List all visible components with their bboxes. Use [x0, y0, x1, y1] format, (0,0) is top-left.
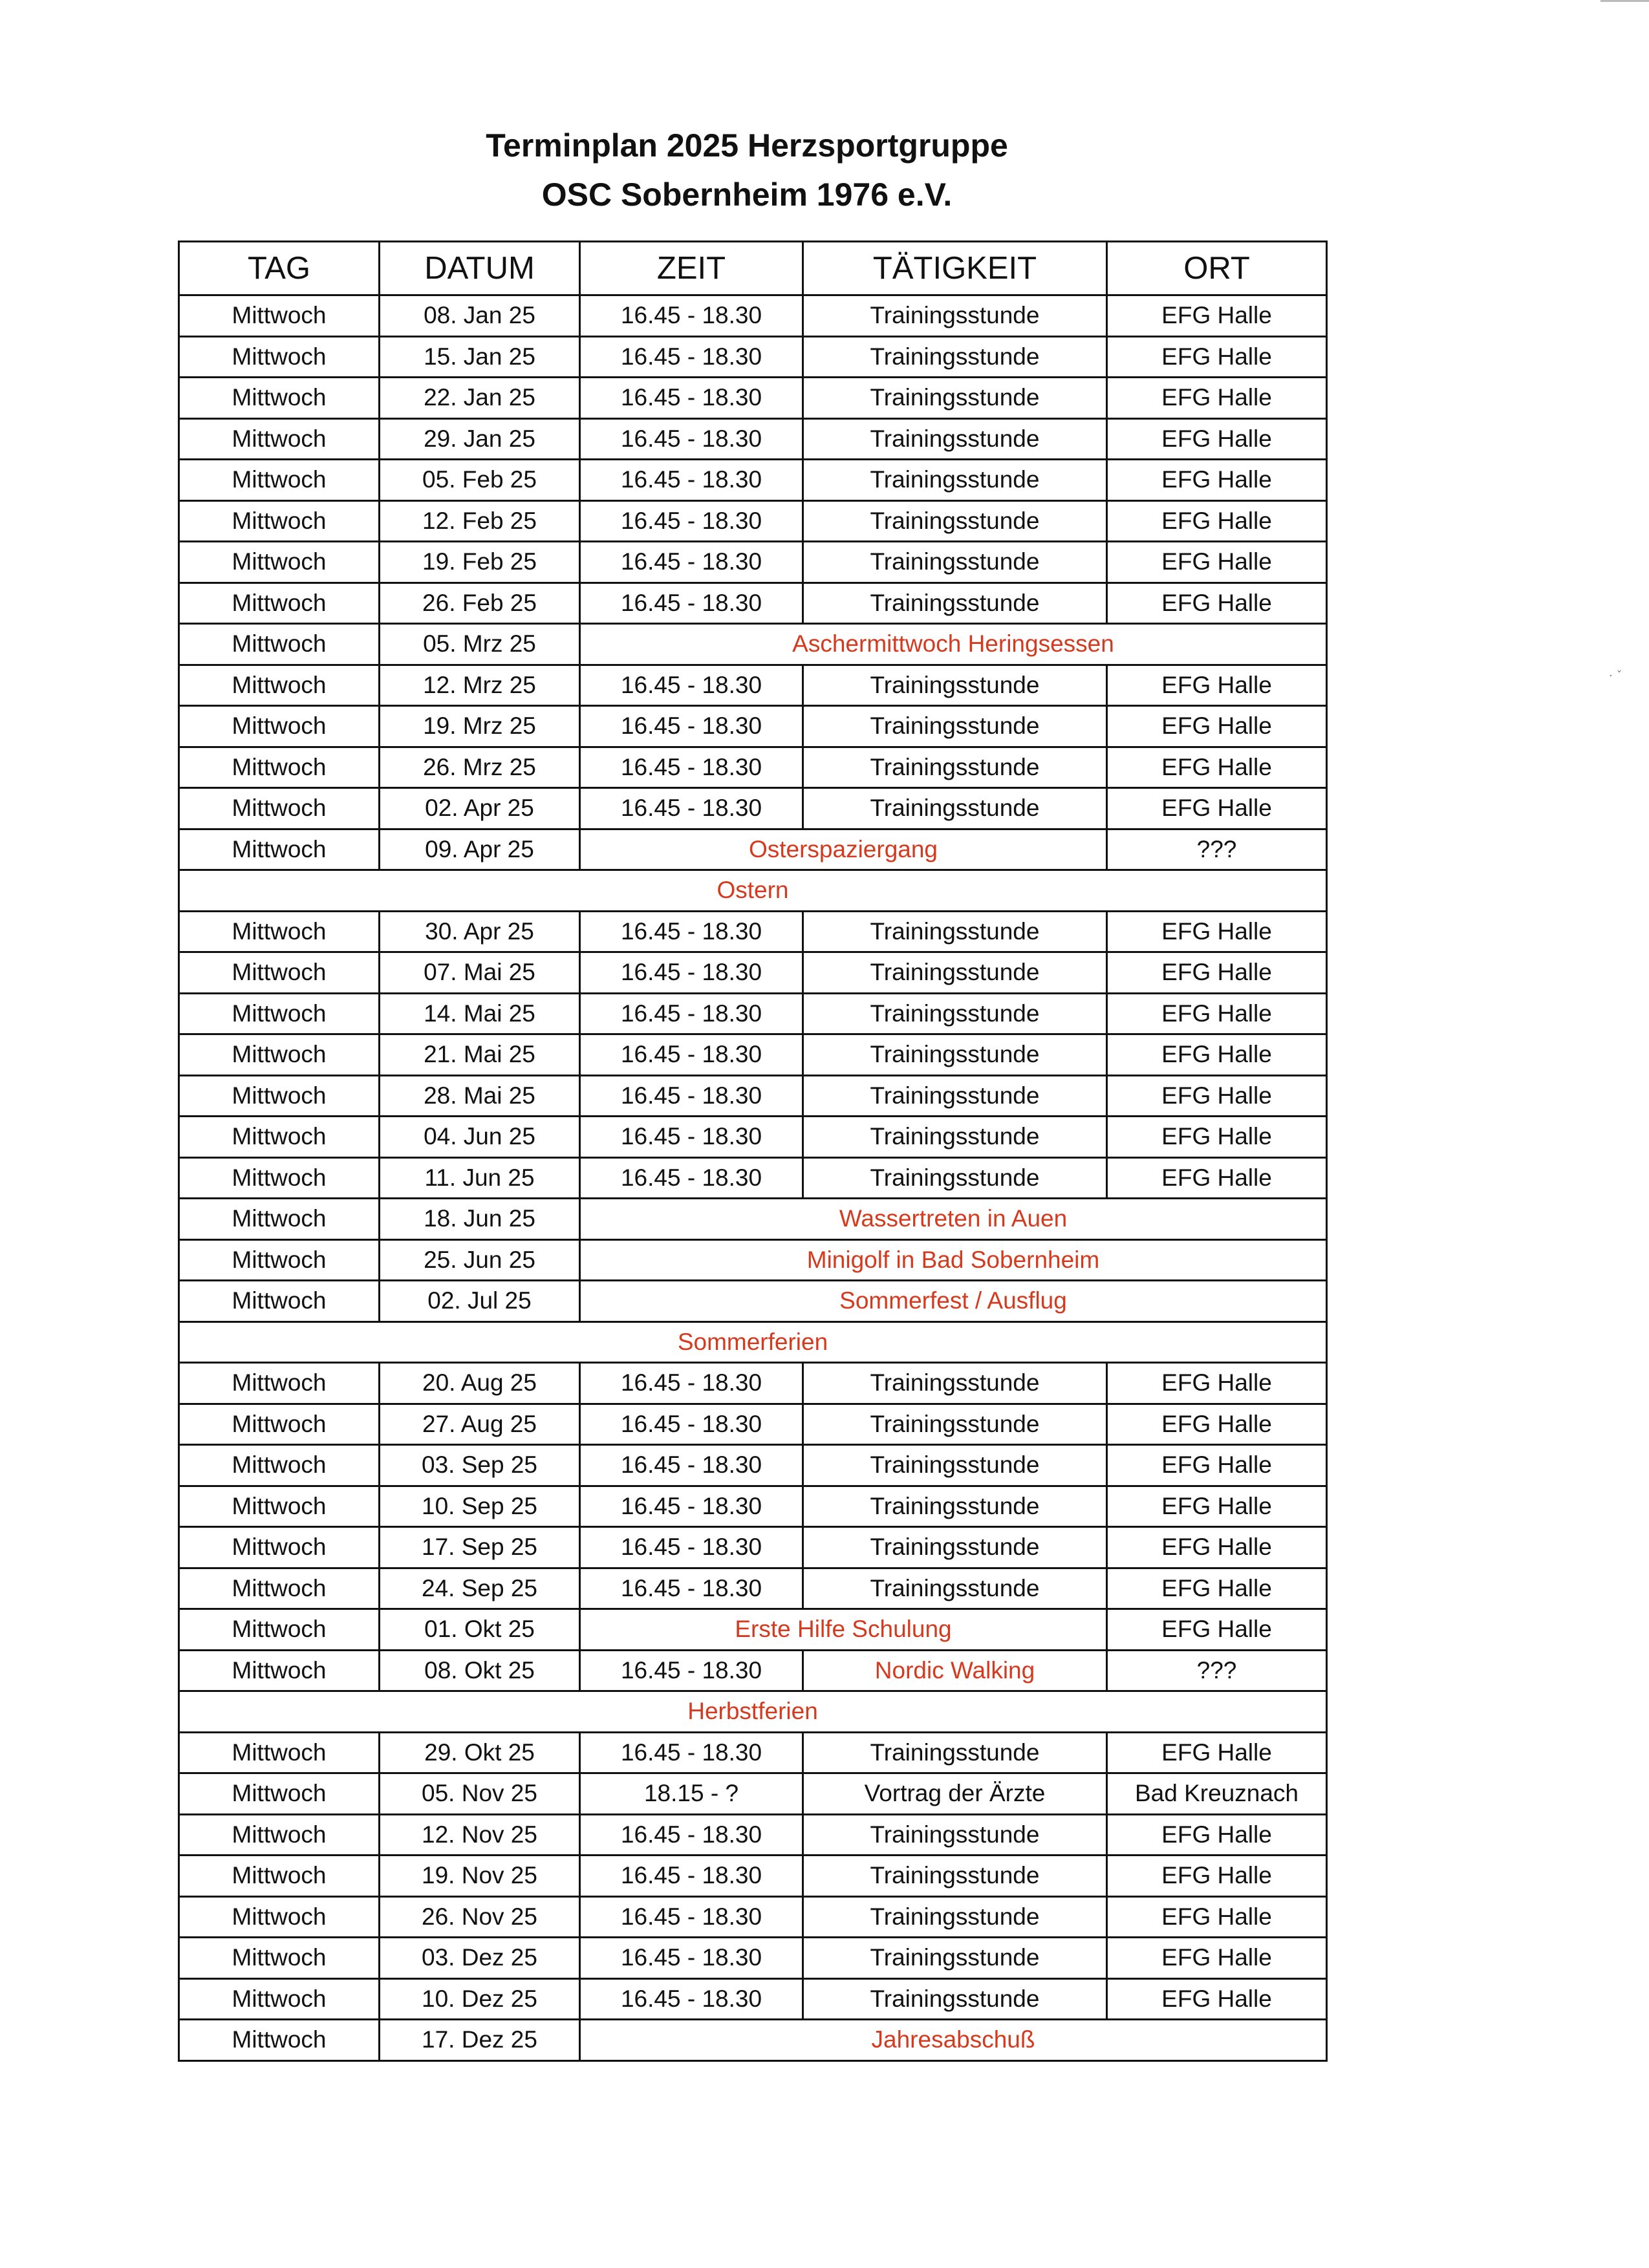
cell-event: Wassertreten in Auen	[580, 1199, 1327, 1240]
cell-tag: Mittwoch	[179, 911, 380, 952]
cell-taetigkeit: Trainingsstunde	[803, 1938, 1107, 1979]
cell-datum: 27. Aug 25	[380, 1404, 580, 1445]
table-row	[179, 1486, 1327, 1527]
cell-ort: EFG Halle	[1107, 1404, 1327, 1445]
cell-datum: 17. Sep 25	[380, 1527, 580, 1568]
cell-taetigkeit: Trainingsstunde	[803, 1404, 1107, 1445]
cell-tag: Mittwoch	[179, 1896, 380, 1938]
cell-datum: 17. Dez 25	[380, 2020, 580, 2061]
cell-zeit: 16.45 - 18.30	[580, 1404, 803, 1445]
cell-ort: EFG Halle	[1107, 1363, 1327, 1404]
cell-taetigkeit: Trainingsstunde	[803, 1157, 1107, 1199]
cell-datum: 15. Jan 25	[380, 336, 580, 378]
cell-ort: EFG Halle	[1107, 1034, 1327, 1076]
cell-taetigkeit: Trainingsstunde	[803, 911, 1107, 952]
cell-zeit: 16.45 - 18.30	[580, 1034, 803, 1076]
cell-tag: Mittwoch	[179, 1363, 380, 1404]
cell-taetigkeit: Trainingsstunde	[803, 295, 1107, 337]
table-row	[179, 1117, 1327, 1158]
cell-taetigkeit: Trainingsstunde	[803, 747, 1107, 788]
header-tag: TAG	[179, 242, 380, 295]
cell-tag: Mittwoch	[179, 336, 380, 378]
cell-zeit: 16.45 - 18.30	[580, 706, 803, 747]
cell-datum: 10. Sep 25	[380, 1486, 580, 1527]
table-row	[179, 1568, 1327, 1609]
header-zeit: ZEIT	[580, 242, 803, 295]
cell-zeit: 16.45 - 18.30	[580, 1117, 803, 1158]
cell-tag: Mittwoch	[179, 1157, 380, 1199]
cell-tag: Mittwoch	[179, 1034, 380, 1076]
cell-ort: EFG Halle	[1107, 1527, 1327, 1568]
cell-ort: EFG Halle	[1107, 1856, 1327, 1897]
cell-taetigkeit: Trainingsstunde	[803, 1814, 1107, 1856]
header-ort: ORT	[1107, 242, 1327, 295]
schedule-body	[179, 295, 1327, 2061]
cell-tag: Mittwoch	[179, 1404, 380, 1445]
table-row	[179, 624, 1327, 665]
cell-zeit: 16.45 - 18.30	[580, 1486, 803, 1527]
cell-tag: Mittwoch	[179, 952, 380, 994]
cell-datum: 07. Mai 25	[380, 952, 580, 994]
cell-ort: EFG Halle	[1107, 1896, 1327, 1938]
cell-ort: EFG Halle	[1107, 1732, 1327, 1773]
table-row	[179, 583, 1327, 624]
cell-tag: Mittwoch	[179, 1978, 380, 2020]
cell-datum: 26. Nov 25	[380, 1896, 580, 1938]
table-row	[179, 1239, 1327, 1281]
cell-tag: Mittwoch	[179, 1568, 380, 1609]
cell-datum: 30. Apr 25	[380, 911, 580, 952]
table-row	[179, 952, 1327, 994]
cell-tag: Mittwoch	[179, 788, 380, 829]
cell-taetigkeit: Trainingsstunde	[803, 1445, 1107, 1486]
cell-taetigkeit: Trainingsstunde	[803, 336, 1107, 378]
holiday-break-label: Ostern	[179, 870, 1327, 912]
cell-datum: 12. Nov 25	[380, 1814, 580, 1856]
cell-tag: Mittwoch	[179, 1117, 380, 1158]
cell-tag: Mittwoch	[179, 706, 380, 747]
cell-taetigkeit: Trainingsstunde	[803, 500, 1107, 542]
cell-tag: Mittwoch	[179, 1075, 380, 1117]
table-row	[179, 2020, 1327, 2061]
cell-event: Minigolf in Bad Sobernheim	[580, 1239, 1327, 1281]
cell-taetigkeit: Trainingsstunde	[803, 1568, 1107, 1609]
scan-edge-mark	[1600, 0, 1649, 2]
cell-datum: 08. Jan 25	[380, 295, 580, 337]
cell-tag: Mittwoch	[179, 1609, 380, 1651]
table-row	[179, 1363, 1327, 1404]
cell-datum: 03. Sep 25	[380, 1445, 580, 1486]
table-row	[179, 1157, 1327, 1199]
cell-ort: EFG Halle	[1107, 747, 1327, 788]
cell-ort: EFG Halle	[1107, 336, 1327, 378]
cell-zeit: 16.45 - 18.30	[580, 378, 803, 419]
cell-tag: Mittwoch	[179, 583, 380, 624]
cell-tag: Mittwoch	[179, 1814, 380, 1856]
cell-zeit: 16.45 - 18.30	[580, 665, 803, 706]
cell-datum: 19. Mrz 25	[380, 706, 580, 747]
cell-taetigkeit: Trainingsstunde	[803, 665, 1107, 706]
table-row	[179, 1896, 1327, 1938]
cell-datum: 12. Mrz 25	[380, 665, 580, 706]
cell-tag: Mittwoch	[179, 1773, 380, 1815]
cell-ort: EFG Halle	[1107, 1157, 1327, 1199]
cell-datum: 20. Aug 25	[380, 1363, 580, 1404]
cell-datum: 29. Okt 25	[380, 1732, 580, 1773]
table-row	[179, 295, 1327, 337]
cell-datum: 11. Jun 25	[380, 1157, 580, 1199]
cell-tag: Mittwoch	[179, 1650, 380, 1691]
cell-taetigkeit: Trainingsstunde	[803, 583, 1107, 624]
cell-zeit: 16.45 - 18.30	[580, 1978, 803, 2020]
break-row	[179, 1321, 1327, 1363]
cell-datum: 28. Mai 25	[380, 1075, 580, 1117]
cell-event: Jahresabschuß	[580, 2020, 1327, 2061]
cell-ort: EFG Halle	[1107, 993, 1327, 1034]
cell-tag: Mittwoch	[179, 624, 380, 665]
table-row	[179, 460, 1327, 501]
table-row	[179, 1856, 1327, 1897]
cell-zeit: 16.45 - 18.30	[580, 1363, 803, 1404]
cell-taetigkeit: Trainingsstunde	[803, 1117, 1107, 1158]
cell-zeit: 16.45 - 18.30	[580, 1568, 803, 1609]
cell-tag: Mittwoch	[179, 1486, 380, 1527]
cell-taetigkeit: Trainingsstunde	[803, 1856, 1107, 1897]
cell-zeit: 16.45 - 18.30	[580, 336, 803, 378]
title-line-1: Terminplan 2025 Herzsportgruppe	[486, 127, 1008, 164]
cell-ort: Bad Kreuznach	[1107, 1773, 1327, 1815]
cell-taetigkeit: Trainingsstunde	[803, 706, 1107, 747]
table-row	[179, 1978, 1327, 2020]
table-row	[179, 542, 1327, 583]
cell-tag: Mittwoch	[179, 542, 380, 583]
cell-taetigkeit: Trainingsstunde	[803, 1034, 1107, 1076]
cell-datum: 02. Jul 25	[380, 1281, 580, 1322]
cell-ort: EFG Halle	[1107, 665, 1327, 706]
cell-tag: Mittwoch	[179, 295, 380, 337]
cell-ort: EFG Halle	[1107, 1938, 1327, 1979]
break-row	[179, 870, 1327, 912]
cell-taetigkeit: Trainingsstunde	[803, 1732, 1107, 1773]
cell-ort: EFG Halle	[1107, 418, 1327, 460]
cell-taetigkeit: Trainingsstunde	[803, 542, 1107, 583]
cell-datum: 26. Mrz 25	[380, 747, 580, 788]
cell-ort: EFG Halle	[1107, 911, 1327, 952]
cell-datum: 01. Okt 25	[380, 1609, 580, 1651]
cell-event: Sommerfest / Ausflug	[580, 1281, 1327, 1322]
cell-taetigkeit: Nordic Walking	[803, 1650, 1107, 1691]
cell-tag: Mittwoch	[179, 1239, 380, 1281]
table-row	[179, 1527, 1327, 1568]
cell-ort: EFG Halle	[1107, 542, 1327, 583]
cell-zeit: 16.45 - 18.30	[580, 1650, 803, 1691]
header-datum: DATUM	[380, 242, 580, 295]
cell-zeit: 16.45 - 18.30	[580, 542, 803, 583]
cell-zeit: 16.45 - 18.30	[580, 952, 803, 994]
cell-zeit: 16.45 - 18.30	[580, 1075, 803, 1117]
cell-tag: Mittwoch	[179, 1856, 380, 1897]
cell-ort: EFG Halle	[1107, 500, 1327, 542]
cell-zeit: 16.45 - 18.30	[580, 993, 803, 1034]
table-row	[179, 500, 1327, 542]
cell-zeit: 16.45 - 18.30	[580, 418, 803, 460]
cell-zeit: 16.45 - 18.30	[580, 1896, 803, 1938]
cell-ort: EFG Halle	[1107, 583, 1327, 624]
cell-tag: Mittwoch	[179, 460, 380, 501]
table-row	[179, 747, 1327, 788]
cell-tag: Mittwoch	[179, 665, 380, 706]
cell-ort: EFG Halle	[1107, 1075, 1327, 1117]
cell-tag: Mittwoch	[179, 378, 380, 419]
margin-mark: · ˇ	[1609, 669, 1622, 683]
cell-datum: 03. Dez 25	[380, 1938, 580, 1979]
cell-zeit: 18.15 - ?	[580, 1773, 803, 1815]
cell-ort: EFG Halle	[1107, 952, 1327, 994]
cell-zeit: 16.45 - 18.30	[580, 1445, 803, 1486]
table-row	[179, 1034, 1327, 1076]
cell-taetigkeit: Trainingsstunde	[803, 418, 1107, 460]
cell-datum: 29. Jan 25	[380, 418, 580, 460]
cell-taetigkeit: Trainingsstunde	[803, 1527, 1107, 1568]
cell-ort: ???	[1107, 829, 1327, 870]
cell-datum: 12. Feb 25	[380, 500, 580, 542]
cell-zeit: 16.45 - 18.30	[580, 1527, 803, 1568]
cell-event: Osterspaziergang	[580, 829, 1107, 870]
cell-ort: EFG Halle	[1107, 378, 1327, 419]
table-row	[179, 1773, 1327, 1815]
cell-tag: Mittwoch	[179, 1732, 380, 1773]
cell-datum: 14. Mai 25	[380, 993, 580, 1034]
cell-ort: EFG Halle	[1107, 1445, 1327, 1486]
cell-datum: 05. Mrz 25	[380, 624, 580, 665]
table-row	[179, 1650, 1327, 1691]
cell-datum: 19. Nov 25	[380, 1856, 580, 1897]
cell-datum: 26. Feb 25	[380, 583, 580, 624]
table-row	[179, 1075, 1327, 1117]
cell-ort: EFG Halle	[1107, 460, 1327, 501]
table-row	[179, 993, 1327, 1034]
cell-taetigkeit: Trainingsstunde	[803, 993, 1107, 1034]
cell-taetigkeit: Trainingsstunde	[803, 460, 1107, 501]
cell-tag: Mittwoch	[179, 1281, 380, 1322]
cell-zeit: 16.45 - 18.30	[580, 1856, 803, 1897]
cell-tag: Mittwoch	[179, 1445, 380, 1486]
cell-zeit: 16.45 - 18.30	[580, 747, 803, 788]
cell-tag: Mittwoch	[179, 1527, 380, 1568]
cell-datum: 04. Jun 25	[380, 1117, 580, 1158]
cell-datum: 10. Dez 25	[380, 1978, 580, 2020]
header-taetigkeit: TÄTIGKEIT	[803, 242, 1107, 295]
cell-ort: EFG Halle	[1107, 295, 1327, 337]
cell-datum: 02. Apr 25	[380, 788, 580, 829]
cell-taetigkeit: Trainingsstunde	[803, 788, 1107, 829]
table-row	[179, 1609, 1327, 1651]
cell-zeit: 16.45 - 18.30	[580, 1814, 803, 1856]
table-row	[179, 336, 1327, 378]
cell-zeit: 16.45 - 18.30	[580, 911, 803, 952]
cell-ort: ???	[1107, 1650, 1327, 1691]
table-row	[179, 378, 1327, 419]
table-row	[179, 1732, 1327, 1773]
cell-tag: Mittwoch	[179, 829, 380, 870]
schedule-table	[178, 241, 1328, 2062]
cell-event: Erste Hilfe Schulung	[580, 1609, 1107, 1651]
cell-tag: Mittwoch	[179, 1199, 380, 1240]
cell-zeit: 16.45 - 18.30	[580, 1732, 803, 1773]
cell-datum: 19. Feb 25	[380, 542, 580, 583]
table-row	[179, 665, 1327, 706]
table-row	[179, 706, 1327, 747]
cell-taetigkeit: Trainingsstunde	[803, 1978, 1107, 2020]
cell-datum: 09. Apr 25	[380, 829, 580, 870]
cell-datum: 22. Jan 25	[380, 378, 580, 419]
cell-tag: Mittwoch	[179, 2020, 380, 2061]
table-row	[179, 1445, 1327, 1486]
cell-ort: EFG Halle	[1107, 1978, 1327, 2020]
table-row	[179, 788, 1327, 829]
table-row	[179, 911, 1327, 952]
header-row	[179, 242, 1327, 295]
table-row	[179, 1281, 1327, 1322]
cell-zeit: 16.45 - 18.30	[580, 500, 803, 542]
cell-tag: Mittwoch	[179, 993, 380, 1034]
cell-datum: 21. Mai 25	[380, 1034, 580, 1076]
cell-zeit: 16.45 - 18.30	[580, 1157, 803, 1199]
cell-taetigkeit: Trainingsstunde	[803, 1363, 1107, 1404]
cell-zeit: 16.45 - 18.30	[580, 583, 803, 624]
cell-zeit: 16.45 - 18.30	[580, 295, 803, 337]
table-row	[179, 829, 1327, 870]
cell-taetigkeit: Trainingsstunde	[803, 1075, 1107, 1117]
cell-ort: EFG Halle	[1107, 1568, 1327, 1609]
table-row	[179, 1938, 1327, 1979]
cell-ort: EFG Halle	[1107, 788, 1327, 829]
table-row	[179, 1814, 1327, 1856]
cell-taetigkeit: Vortrag der Ärzte	[803, 1773, 1107, 1815]
cell-datum: 05. Feb 25	[380, 460, 580, 501]
cell-tag: Mittwoch	[179, 500, 380, 542]
cell-ort: EFG Halle	[1107, 1486, 1327, 1527]
cell-tag: Mittwoch	[179, 1938, 380, 1979]
cell-zeit: 16.45 - 18.30	[580, 460, 803, 501]
cell-datum: 25. Jun 25	[380, 1239, 580, 1281]
cell-datum: 24. Sep 25	[380, 1568, 580, 1609]
cell-tag: Mittwoch	[179, 747, 380, 788]
holiday-break-label: Herbstferien	[179, 1691, 1327, 1733]
cell-taetigkeit: Trainingsstunde	[803, 1896, 1107, 1938]
cell-taetigkeit: Trainingsstunde	[803, 1486, 1107, 1527]
cell-datum: 05. Nov 25	[380, 1773, 580, 1815]
break-row	[179, 1691, 1327, 1733]
table-row	[179, 1199, 1327, 1240]
cell-datum: 08. Okt 25	[380, 1650, 580, 1691]
cell-event: Aschermittwoch Heringsessen	[580, 624, 1327, 665]
cell-tag: Mittwoch	[179, 418, 380, 460]
cell-datum: 18. Jun 25	[380, 1199, 580, 1240]
cell-ort: EFG Halle	[1107, 1609, 1327, 1651]
title-line-2: OSC Sobernheim 1976 e.V.	[541, 177, 953, 213]
cell-taetigkeit: Trainingsstunde	[803, 952, 1107, 994]
cell-taetigkeit: Trainingsstunde	[803, 378, 1107, 419]
table-row	[179, 418, 1327, 460]
table-row	[179, 1404, 1327, 1445]
cell-zeit: 16.45 - 18.30	[580, 788, 803, 829]
holiday-break-label: Sommerferien	[179, 1321, 1327, 1363]
cell-ort: EFG Halle	[1107, 706, 1327, 747]
cell-zeit: 16.45 - 18.30	[580, 1938, 803, 1979]
cell-ort: EFG Halle	[1107, 1117, 1327, 1158]
cell-ort: EFG Halle	[1107, 1814, 1327, 1856]
